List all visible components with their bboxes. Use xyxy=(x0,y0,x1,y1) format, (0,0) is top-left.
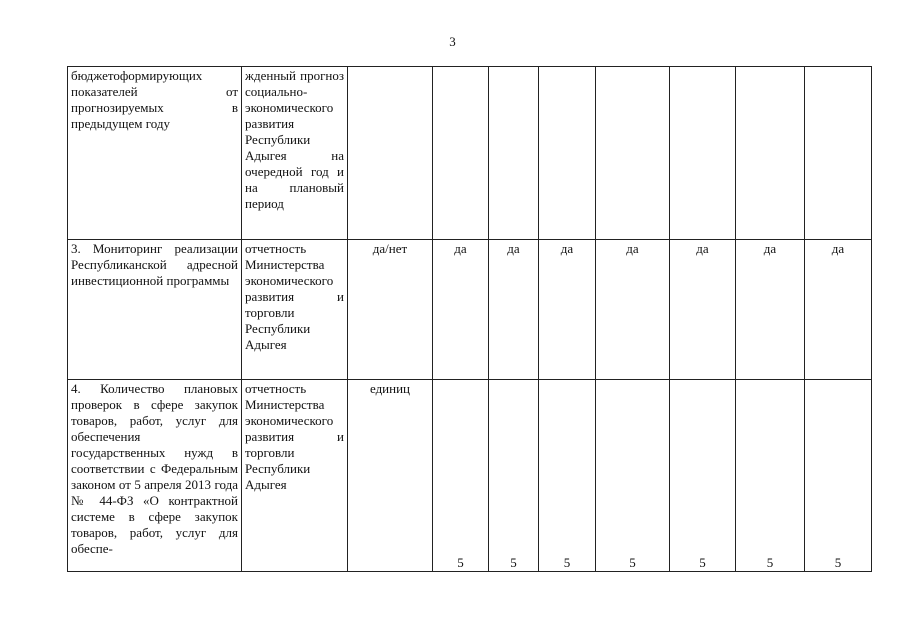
value-cell: да xyxy=(805,240,872,380)
value-cell: да xyxy=(539,240,596,380)
value-cell: 5 xyxy=(670,380,736,572)
value-cell: 5 xyxy=(433,380,489,572)
source-text: отчетность Министерства экономического развития и торговли Республики Адыгея xyxy=(245,381,344,492)
value-cell xyxy=(670,67,736,240)
indicator-text: 3. Мониторинг реализации Республиканской адресной инвестиционной программы xyxy=(71,241,238,288)
value-cell xyxy=(433,67,489,240)
source-text: жденный прогноз социально-экономического развития Республики Адыгея на очередной год и на плановый период xyxy=(245,68,344,211)
table-row xyxy=(68,67,872,240)
value-cell xyxy=(539,67,596,240)
source-cell xyxy=(242,380,348,572)
value-cell xyxy=(805,67,872,240)
indicator-text: бюджетоформирующих показателей от прогнозируемых в предыдущем году xyxy=(71,68,238,131)
value-cell xyxy=(596,67,670,240)
page-number: 3 xyxy=(449,34,456,49)
unit-cell: единиц xyxy=(348,380,433,572)
unit-cell xyxy=(348,67,433,240)
table-row xyxy=(68,240,872,380)
source-cell xyxy=(242,67,348,240)
value-cell: да xyxy=(433,240,489,380)
indicators-table xyxy=(67,66,872,572)
indicator-text: 4. Количество плановых проверок в сфере закупок товаров, работ, услуг для обеспечения государственных нужд в соответствии с Федеральным законом от 5 апреля 2013 года № 44-ФЗ «О контрактной системе в сфере закупок товаров, работ, услуг для обеспе- xyxy=(71,381,238,556)
value-cell xyxy=(489,67,539,240)
indicator-cell xyxy=(68,240,242,380)
indicator-cell xyxy=(68,67,242,240)
indicator-cell xyxy=(68,380,242,572)
source-cell xyxy=(242,240,348,380)
value-cell: да xyxy=(596,240,670,380)
value-cell: да xyxy=(489,240,539,380)
value-cell: 5 xyxy=(596,380,670,572)
value-cell: 5 xyxy=(539,380,596,572)
table-row xyxy=(68,380,872,572)
unit-cell: да/нет xyxy=(348,240,433,380)
value-cell: да xyxy=(670,240,736,380)
value-cell: 5 xyxy=(736,380,805,572)
value-cell: 5 xyxy=(489,380,539,572)
value-cell: 5 xyxy=(805,380,872,572)
value-cell: да xyxy=(736,240,805,380)
source-text: отчетность Министерства экономического развития и торговли Республики Адыгея xyxy=(245,241,344,352)
value-cell xyxy=(736,67,805,240)
